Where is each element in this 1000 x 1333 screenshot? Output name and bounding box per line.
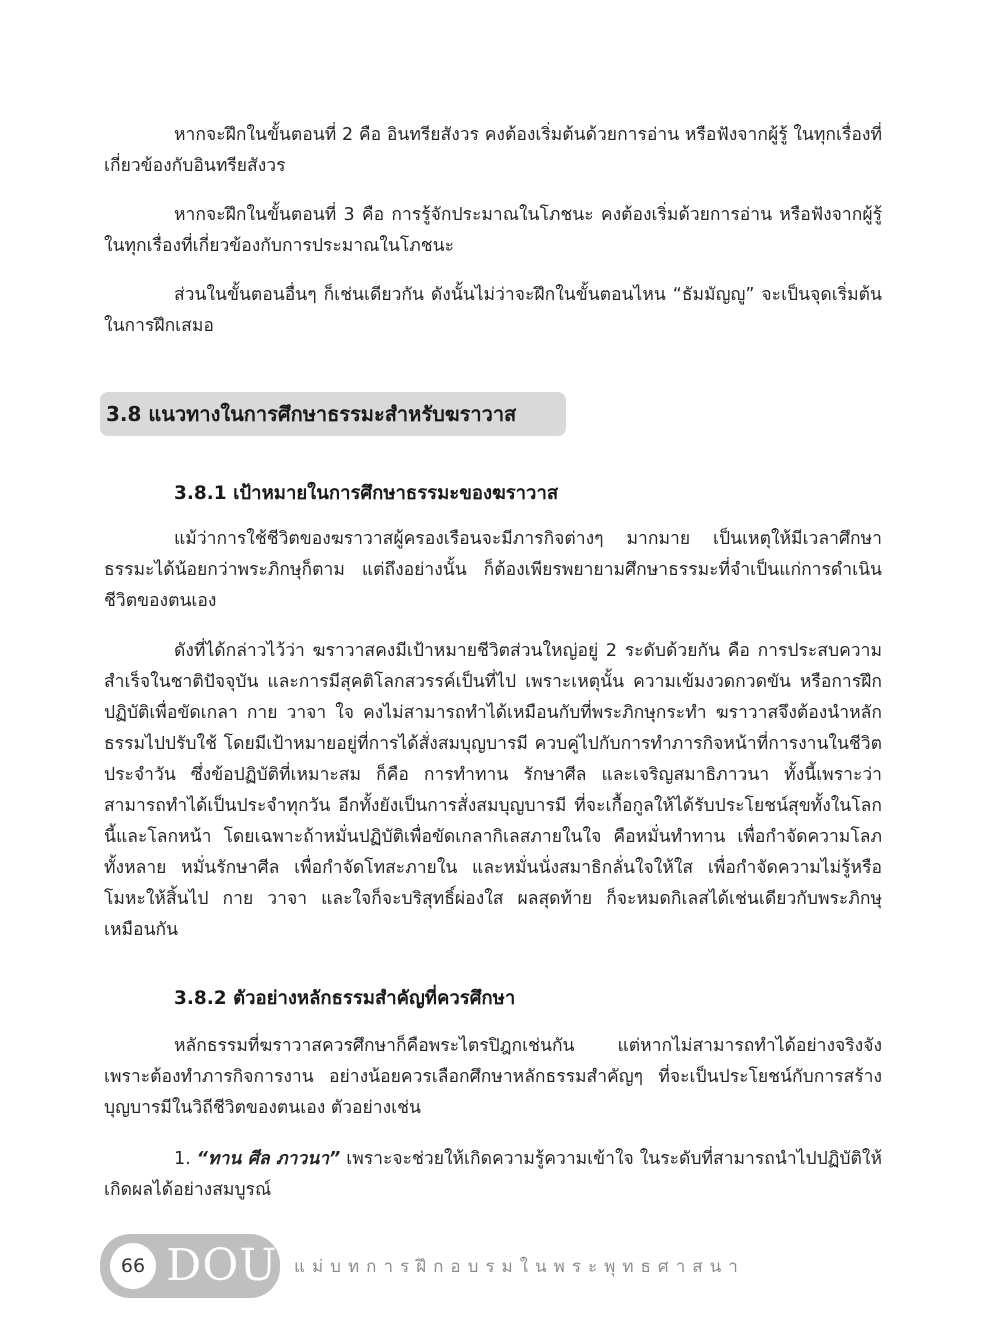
paragraph-step-2: หากจะฝึกในขั้นตอนที่ 2 คือ อินทรียสังวร คงต้องเริ่มต้นด้วยการอ่าน หรือฟังจากผู้รู้ ในทุกเรื่องที่เกี่ยวข้องกับอินทรียสังวร <box>104 125 882 176</box>
paragraph-goal-intro: แม้ว่าการใช้ชีวิตของฆราวาสผู้ครองเรือนจะมีภารกิจต่างๆ มากมาย เป็นเหตุให้มีเวลาศึกษาธรรมะได้น้อยกว่าพระภิกษุก็ตาม แต่ถึงอย่างนั้น ก็ต้องเพียรพยายามศึกษาธรรมะที่จำเป็นแก่การดำเนินชีวิตของตนเอง <box>104 529 882 611</box>
paragraph-goal-detail: ดังที่ได้กล่าวไว้ว่า ฆราวาสคงมีเป้าหมายชีวิตส่วนใหญ่อยู่ 2 ระดับด้วยกัน คือ การประสบความสำเร็จในชาติปัจจุบัน และการมีสุคติโลกสวรรค์เป็นที่ไป เพราะเหตุนั้น ความเข้มงวดกวดขัน หรือการฝึกปฏิบัติเพื่อขัดเกลา กาย วาจา ใจ คงไม่สามารถทำได้เหมือนกับที่พระภิกษุกระทำ ฆราวาสจึงต้องนำหลักธรรมไปปรับใช้ โดยมีเป้าหมายอยู่ที่การได้สั่งสมบุญบารมี ควบคู่ไปกับการทำภารกิจหน้าที่การงานในชีวิตประจำวัน ซึ่งข้อปฏิบัติที่เหมาะสม ก็คือ การทำทาน รักษาศีล และเจริญสมาธิภาวนา ทั้งนี้เพราะว่าสามารถทำได้เป็นประจำทุกวัน อีกทั้งยังเป็นการสั่งสมบุญบารมี ที่จะเกื้อกูลให้ได้รับประโยชน์สุขทั้งในโลกนี้และโลกหน้า โดยเฉพาะถ้าหมั่นปฏิบัติเพื่อขัดเกลากิเลสภายในใจ คือหมั่นทำทาน เพื่อกำจัดความโลภทั้งหลาย หมั่นรักษาศีล เพื่อกำจัดโทสะภายใน และหมั่นนั่งสมาธิกลั่นใจให้ใส เพื่อกำจัดความไม่รู้หรือโมหะให้สิ้นไป กาย วาจา และใจก็จะบริสุทธิ์ผ่องใส ผลสุดท้าย ก็จะหมดกิเลสได้เช่นเดียวกับพระภิกษุเหมือนกัน <box>104 641 882 940</box>
footer-badge <box>100 1234 280 1298</box>
subsection-heading-3-8-2: 3.8.2 ตัวอย่างหลักธรรมสำคัญที่ควรศึกษา <box>174 988 516 1009</box>
list-item-number: 1. <box>174 1149 191 1169</box>
paragraph-step-3: หากจะฝึกในขั้นตอนที่ 3 คือ การรู้จักประมาณในโภชนะ คงต้องเริ่มด้วยการอ่าน หรือฟังจากผู้รู้ ในทุกเรื่องที่เกี่ยวข้องกับการประมาณในโภชนะ <box>104 205 882 256</box>
page-number: 66 <box>110 1243 156 1289</box>
book-title: แม่บทการฝึกอบรมในพระพุทธศาสนา <box>294 1256 745 1277</box>
list-item-term: “ทาน ศีล ภาวนา” <box>196 1149 341 1169</box>
paragraph-other-steps: ส่วนในขั้นตอนอื่นๆ ก็เช่นเดียวกัน ดังนั้นไม่ว่าจะฝึกในขั้นตอนไหน “ธัมมัญญู” จะเป็นจุดเริ่มต้นในการฝึกเสมอ <box>104 285 882 336</box>
page-footer <box>100 1234 745 1298</box>
paragraph-principles-intro: หลักธรรมที่ฆราวาสควรศึกษาก็คือพระไตรปิฎกเช่นกัน แต่หากไม่สามารถทำได้อย่างจริงจัง เพราะต้องทำภารกิจการงาน อย่างน้อยควรเลือกศึกษาหลักธรรมสำคัญๆ ที่จะเป็นประโยชน์กับการสร้างบุญบารมีในวิถีชีวิตของตนเอง ตัวอย่างเช่น <box>104 1036 882 1118</box>
list-item-text: เพราะจะช่วยให้เกิดความรู้ความเข้าใจ ในระดับที่สามารถนำไปปฏิบัติให้เกิดผลได้อย่างสมบูรณ์ <box>104 1149 882 1200</box>
dou-logo: DOU <box>166 1240 278 1291</box>
subsection-heading-3-8-1: 3.8.1 เป้าหมายในการศึกษาธรรมะของฆราวาส <box>174 483 559 504</box>
section-title: 3.8 แนวทางในการศึกษาธรรมะสำหรับฆราวาส <box>106 402 517 426</box>
section-heading-bar <box>100 392 566 436</box>
list-item-1 <box>104 1144 882 1206</box>
